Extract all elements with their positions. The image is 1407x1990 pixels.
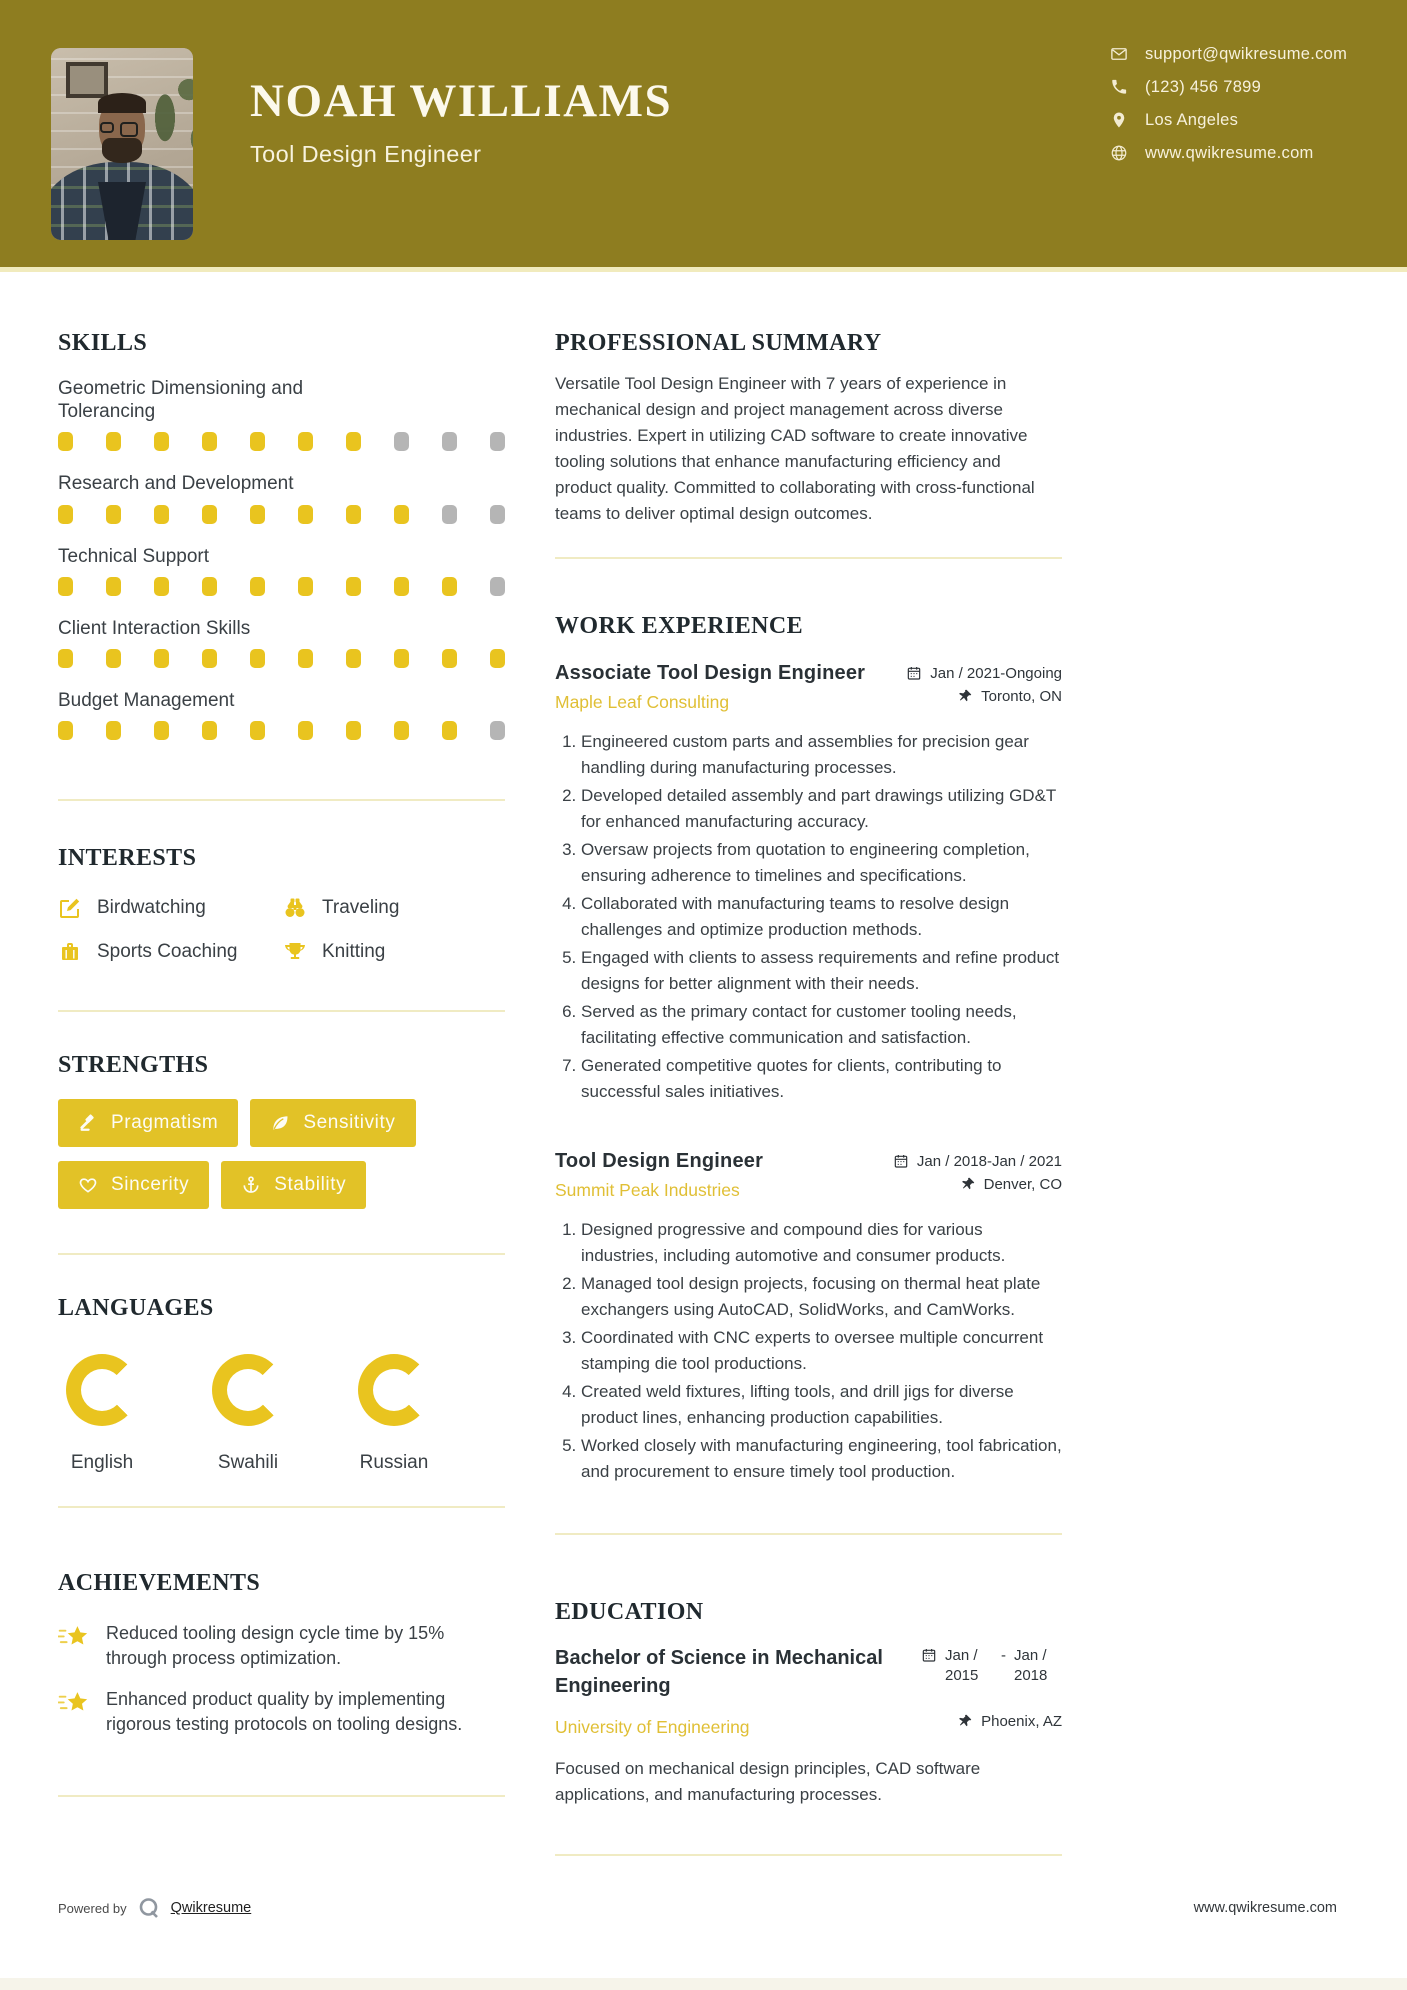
person-beard <box>102 138 142 163</box>
skill-dot <box>106 649 121 668</box>
skill-dot <box>490 505 505 524</box>
strengths-list <box>58 1099 505 1209</box>
identity-block <box>250 75 673 168</box>
skill-dot <box>154 432 169 451</box>
job-header-row <box>555 662 1062 685</box>
person-job-title: Tool Design Engineer <box>250 141 482 167</box>
skill-dot <box>490 649 505 668</box>
experience-section <box>555 613 1062 1535</box>
achievement-text: Enhanced product quality by implementing rigorous testing protocols on tooling designs. <box>106 1689 463 1735</box>
language-level-ring <box>358 1354 430 1426</box>
achievements-section <box>58 1570 505 1797</box>
interests-list <box>58 896 505 964</box>
skill-dot <box>154 505 169 524</box>
language-level-ring <box>66 1354 138 1426</box>
skill-dot <box>442 649 457 668</box>
picture-frame <box>66 62 108 98</box>
degree-title: Bachelor of Science in Mechanical Engineering <box>555 1647 883 1697</box>
job-bullet: 3. Coordinated with CNC experts to oversee multiple concurrent stamping die tool productions. <box>581 1325 1062 1376</box>
skill-label: Research and Development <box>58 473 294 495</box>
skill-dot <box>346 505 361 524</box>
skill-dot <box>346 649 361 668</box>
skill-label: Geometric Dimensioning and Tolerancing <box>58 378 304 423</box>
interest-label: Sports Coaching <box>97 941 238 963</box>
job-dates <box>906 664 1062 684</box>
skill-item <box>58 545 505 596</box>
jobs-list <box>555 662 1062 1484</box>
location-icon <box>1110 111 1128 129</box>
achievement-item <box>58 1621 505 1671</box>
contact-text: (123) 456 7899 <box>1145 77 1262 96</box>
job-entry <box>555 1150 1062 1484</box>
skill-dot <box>250 577 265 596</box>
skill-label: Client Interaction Skills <box>58 617 251 639</box>
education-date-separator: - <box>1001 1647 1006 1664</box>
interest-item <box>283 940 505 964</box>
skill-dot <box>250 505 265 524</box>
education-header-row <box>555 1644 1062 1700</box>
strength-badge <box>221 1161 366 1209</box>
skill-dot <box>490 577 505 596</box>
skill-dot <box>202 577 217 596</box>
job-title: Associate Tool Design Engineer <box>555 662 866 684</box>
job-bullet: 5. Worked closely with manufacturing engineering, tool fabrication, and procurement to ensure timely tool production. <box>581 1433 1062 1484</box>
achievements-heading: ACHIEVEMENTS <box>58 1570 261 1597</box>
header <box>0 0 1407 272</box>
strength-badge <box>58 1099 238 1147</box>
footer-website: www.qwikresume.com <box>1193 1900 1337 1916</box>
qwikresume-logo-icon <box>137 1896 161 1920</box>
content-columns <box>58 330 1062 1856</box>
plant <box>147 72 193 160</box>
strength-badge <box>58 1161 209 1209</box>
bottom-strip <box>0 1978 1407 1990</box>
skill-dot <box>442 721 457 740</box>
skill-dot <box>106 432 121 451</box>
skill-label: Technical Support <box>58 545 210 567</box>
skill-dot <box>202 505 217 524</box>
job-bullet: 4. Collaborated with manufacturing teams to resolve design challenges and optimize production methods. <box>581 891 1062 942</box>
skills-list <box>58 377 505 740</box>
interests-section <box>58 845 505 1012</box>
skill-dot <box>298 505 313 524</box>
strengths-heading: STRENGTHS <box>58 1052 209 1079</box>
skill-dot <box>490 432 505 451</box>
contact-item <box>1110 110 1347 130</box>
skill-dot <box>202 649 217 668</box>
job-dates-text: Jan / 2018-Jan / 2021 <box>916 1153 1062 1170</box>
skill-dot <box>106 721 121 740</box>
summary-heading: PROFESSIONAL SUMMARY <box>555 330 882 356</box>
skill-dot <box>202 432 217 451</box>
company-name: Summit Peak Industries <box>555 1180 740 1200</box>
skill-dot <box>106 505 121 524</box>
school-name: University of Engineering <box>555 1717 750 1737</box>
language-label: Swahili <box>217 1452 279 1474</box>
education-section <box>555 1599 1062 1856</box>
strength-badge <box>250 1099 415 1147</box>
job-bullet: 1. Engineered custom parts and assemblies for precision gear handling during manufacturing processes. <box>581 729 1062 780</box>
language-item <box>358 1354 430 1474</box>
job-title: Tool Design Engineer <box>555 1150 764 1172</box>
skill-dot <box>298 577 313 596</box>
summary-text: Versatile Tool Design Engineer with 7 years of experience in mechanical design and project management across diverse industries. Expert in utilizing CAD software to create innovative tooling solutions that enhance manufacturing efficiency and product quality. Committed to collaborating with cross-functional teams to deliver optimal design outcomes. <box>555 374 1035 523</box>
calendar-icon <box>921 1647 937 1663</box>
job-bullet: 4. Created weld fixtures, lifting tools, and drill jigs for diverse product lines, enhancing production capabilities. <box>581 1379 1062 1430</box>
job-bullet: 7. Generated competitive quotes for clients, contributing to successful sales initiatives. <box>581 1053 1062 1104</box>
interest-item <box>58 940 283 964</box>
star-achievement-icon <box>58 1623 90 1651</box>
skill-item <box>58 617 505 668</box>
language-level-ring <box>212 1354 284 1426</box>
sidebar <box>58 330 505 1797</box>
bag-icon <box>58 940 82 964</box>
star-achievement-icon <box>58 1689 90 1717</box>
interest-item <box>58 896 283 920</box>
person-name: NOAH WILLIAMS <box>250 75 673 127</box>
skills-heading: SKILLS <box>58 330 148 356</box>
contact-item <box>1110 77 1347 97</box>
skill-dot <box>58 577 73 596</box>
skill-item <box>58 472 505 523</box>
person-hair <box>98 93 146 113</box>
job-location-text: Toronto, ON <box>981 688 1062 705</box>
job-header-row <box>555 1150 1062 1173</box>
skill-dot <box>58 505 73 524</box>
education-description: Focused on mechanical design principles, CAD software applications, and manufacturing processes. <box>555 1759 981 1804</box>
contact-text[interactable]: support@qwikresume.com <box>1145 44 1348 63</box>
job-bullet-list <box>555 1217 1062 1484</box>
interest-item <box>283 896 505 920</box>
skill-dot <box>490 721 505 740</box>
language-label: Russian <box>359 1452 429 1474</box>
email-icon <box>1110 45 1128 63</box>
skill-level-dots <box>58 649 505 668</box>
interest-label: Knitting <box>322 941 386 963</box>
education-date-start: Jan / 2015 <box>945 1647 979 1684</box>
education-date-end: Jan / 2018 <box>1014 1647 1048 1684</box>
skill-dot <box>154 721 169 740</box>
language-label: English <box>70 1452 134 1474</box>
contact-item <box>1110 143 1347 163</box>
strengths-section <box>58 1052 505 1255</box>
job-company-row <box>555 1173 1062 1201</box>
skill-dot <box>346 432 361 451</box>
education-heading: EDUCATION <box>555 1599 704 1625</box>
skill-label: Budget Management <box>58 689 235 711</box>
languages-list <box>58 1354 505 1474</box>
phone-icon <box>1110 78 1128 96</box>
calendar-icon <box>906 665 922 681</box>
experience-heading: WORK EXPERIENCE <box>555 613 804 639</box>
globe-icon <box>1110 144 1128 162</box>
skill-dot <box>442 577 457 596</box>
skill-dot <box>346 721 361 740</box>
company-name: Maple Leaf Consulting <box>555 692 730 712</box>
job-location <box>957 687 1062 707</box>
contact-list <box>1110 44 1347 163</box>
powered-by-block <box>58 1896 251 1920</box>
job-bullet: 6. Served as the primary contact for customer tooling needs, facilitating effective communication and satisfaction. <box>581 999 1062 1050</box>
interest-label: Traveling <box>322 897 400 919</box>
skill-dot <box>58 721 73 740</box>
job-bullet: 5. Engaged with clients to assess requirements and refine product designs for better alignment with their needs. <box>581 945 1062 996</box>
skill-level-dots <box>58 505 505 524</box>
summary-section <box>555 330 1062 559</box>
job-dates-text: Jan / 2021-Ongoing <box>930 665 1062 682</box>
languages-section <box>58 1295 505 1508</box>
skill-dot <box>58 432 73 451</box>
skill-level-dots <box>58 432 505 451</box>
interests-heading: INTERESTS <box>58 845 197 872</box>
main-column <box>555 330 1062 1856</box>
job-dates <box>893 1152 1062 1172</box>
profile-photo <box>51 48 193 240</box>
strength-label: Stability <box>274 1174 347 1196</box>
skill-dot <box>394 721 409 740</box>
pushpin-icon <box>957 1713 973 1729</box>
job-bullet: 1. Designed progressive and compound dies for various industries, including automotive and consumer products. <box>581 1217 1062 1268</box>
contact-text[interactable]: www.qwikresume.com <box>1145 143 1314 162</box>
skills-section <box>58 330 505 801</box>
skill-dot <box>394 649 409 668</box>
skill-dot <box>394 432 409 451</box>
skill-level-dots <box>58 721 505 740</box>
skill-dot <box>202 721 217 740</box>
language-item <box>212 1354 284 1474</box>
education-dates <box>921 1646 1062 1685</box>
strength-label: Sensitivity <box>303 1112 396 1134</box>
job-bullet: 3. Oversaw projects from quotation to engineering completion, ensuring adherence to timelines and specifications. <box>581 837 1062 888</box>
job-location-text: Denver, CO <box>983 1176 1062 1193</box>
job-location <box>960 1175 1062 1195</box>
skill-item <box>58 377 505 451</box>
person-glasses <box>100 122 114 133</box>
skill-dot <box>298 649 313 668</box>
skill-dot <box>442 432 457 451</box>
job-bullet: 2. Managed tool design projects, focusing on thermal heat plate exchangers using AutoCAD, SolidWorks, and CamWorks. <box>581 1271 1062 1322</box>
pushpin-icon <box>957 688 973 704</box>
job-entry <box>555 662 1062 1104</box>
anchor-icon <box>241 1175 261 1195</box>
job-bullet: 2. Developed detailed assembly and part drawings utilizing GD&T for enhanced manufacturing accuracy. <box>581 783 1062 834</box>
skill-dot <box>58 649 73 668</box>
job-company-row <box>555 685 1062 713</box>
contact-item <box>1110 44 1347 64</box>
powered-by-label: Powered by <box>58 1900 127 1916</box>
education-school-row <box>555 1710 1062 1738</box>
achievement-text: Reduced tooling design cycle time by 15% through process optimization. <box>106 1623 445 1669</box>
skill-dot <box>106 577 121 596</box>
heart-icon <box>78 1175 98 1195</box>
contact-text: Los Angeles <box>1145 110 1239 129</box>
language-item <box>66 1354 138 1474</box>
qwikresume-brand-link[interactable]: Qwikresume <box>170 1900 252 1916</box>
skill-dot <box>250 649 265 668</box>
skill-dot <box>250 432 265 451</box>
trophy-icon <box>283 940 307 964</box>
skill-level-dots <box>58 577 505 596</box>
skill-dot <box>154 577 169 596</box>
achievements-list <box>58 1621 505 1737</box>
skill-dot <box>154 649 169 668</box>
job-bullet-list <box>555 729 1062 1104</box>
interest-label: Birdwatching <box>97 897 206 919</box>
leaf-icon <box>270 1113 290 1133</box>
achievement-item <box>58 1687 505 1737</box>
gavel-icon <box>78 1113 98 1133</box>
calendar-icon <box>893 1153 909 1169</box>
education-location-text: Phoenix, AZ <box>981 1713 1062 1730</box>
skill-dot <box>250 721 265 740</box>
skill-dot <box>442 505 457 524</box>
strength-label: Sincerity <box>111 1174 190 1196</box>
education-location <box>957 1712 1062 1732</box>
skill-dot <box>298 721 313 740</box>
skill-item <box>58 689 505 740</box>
skill-dot <box>346 577 361 596</box>
footer <box>58 1896 1337 1920</box>
pushpin-icon <box>960 1176 976 1192</box>
edit-icon <box>58 896 82 920</box>
binoculars-icon <box>283 896 307 920</box>
skill-dot <box>394 505 409 524</box>
skill-dot <box>298 432 313 451</box>
languages-heading: LANGUAGES <box>58 1295 214 1322</box>
strength-label: Pragmatism <box>111 1112 219 1134</box>
skill-dot <box>394 577 409 596</box>
